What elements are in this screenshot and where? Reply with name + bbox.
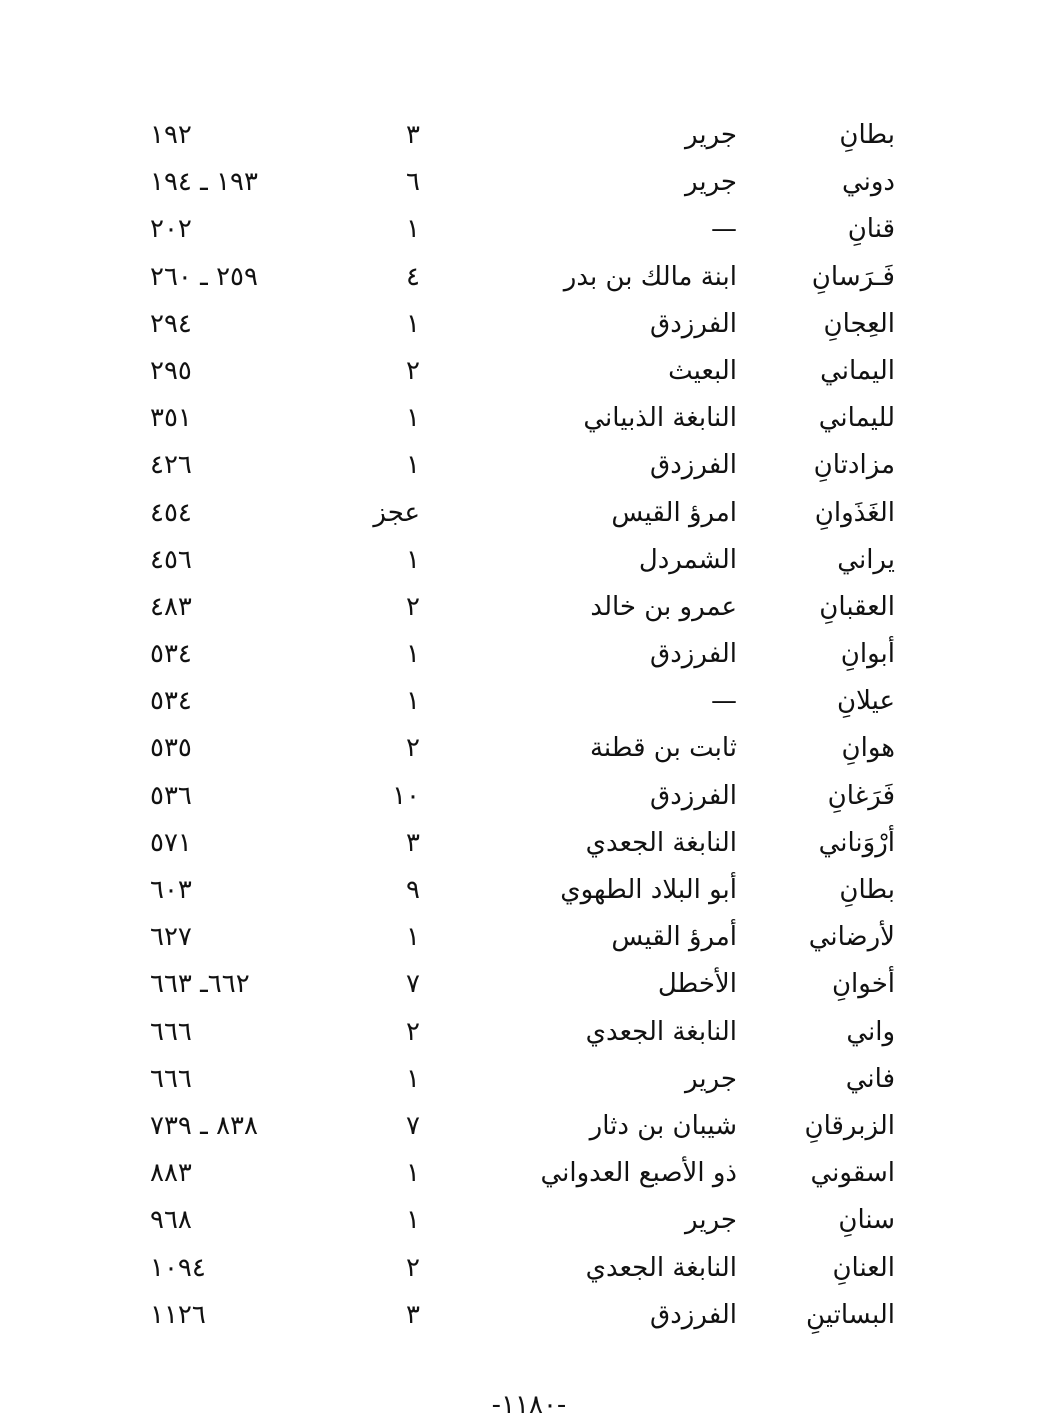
page-reference: ٥٧١ [150, 827, 192, 858]
page-reference: ٥٣٦ [150, 780, 192, 811]
rhyme-word: أبوانِ [840, 639, 895, 670]
page-reference: ٤٢٦ [150, 450, 192, 481]
poet-name: امرؤ القيس [611, 497, 737, 528]
rhyme-word: فَـرَسانِ [811, 261, 895, 292]
rhyme-word: الغَذَوانِ [814, 497, 895, 528]
verse-count: ٧ [406, 1110, 420, 1141]
table-row [150, 1150, 895, 1197]
verse-count: ٢ [406, 1016, 420, 1047]
page-reference: ١٠٩٤ [150, 1252, 206, 1283]
table-row [150, 159, 895, 206]
rhyme-word: واني [846, 1016, 895, 1047]
rhyme-word: الزبرقانِ [804, 1110, 895, 1141]
page-reference: ٥٣٤ [150, 639, 192, 670]
poet-name: عمرو بن خالد [590, 591, 737, 622]
poet-name: الفرزدق [650, 639, 737, 670]
rhyme-word: العقبانِ [819, 591, 895, 622]
verse-count: ١ [406, 1063, 420, 1094]
poet-name: الفرزدق [650, 308, 737, 339]
rhyme-word: يراني [837, 544, 895, 575]
verse-count: ١ [406, 686, 420, 717]
table-row [150, 867, 895, 914]
page-reference: ٨٣٨ ـ ٧٣٩ [150, 1110, 258, 1141]
rhyme-word: بطانِ [839, 120, 895, 150]
poet-name: النابغة الذبياني [583, 403, 737, 434]
page-reference: ١٩٢ [150, 120, 192, 150]
rhyme-word: البساتينِ [806, 1299, 895, 1330]
page-reference: ٤٨٣ [150, 591, 192, 622]
table-row [150, 773, 895, 820]
page-reference: ٦٢٧ [150, 922, 192, 953]
verse-count: ١ [406, 1158, 420, 1189]
verse-count: ١٠ [392, 780, 420, 811]
page-reference: ٣٥١ [150, 403, 192, 434]
verse-count: ١ [406, 1205, 420, 1236]
page-reference: ٢٠٢ [150, 214, 192, 245]
rhyme-word: قنانِ [847, 214, 895, 245]
rhyme-word: هوانِ [841, 733, 895, 764]
poet-name: أبو البلاد الطهوي [560, 875, 737, 905]
table-row [150, 490, 895, 537]
poet-name: ثابت بن قطنة [589, 733, 737, 764]
verse-count: ٧ [406, 969, 420, 1000]
table-row [150, 442, 895, 489]
rhyme-word: أخوانِ [831, 969, 895, 1000]
page-reference: ٦٦٦ [150, 1063, 192, 1094]
poet-name: ذو الأصبع العدواني [540, 1158, 737, 1189]
table-row [150, 348, 895, 395]
verse-count: ٢ [406, 591, 420, 622]
table-row [150, 914, 895, 961]
poet-name: النابغة الجعدي [585, 1016, 737, 1047]
poet-name: شيبان بن دثار [589, 1110, 737, 1141]
page-reference: ٥٣٤ [150, 686, 192, 717]
page-reference: ٢٩٤ [150, 308, 192, 339]
table-row [150, 1009, 895, 1056]
page-reference: ٢٩٥ [150, 355, 192, 386]
verse-count: ٣ [406, 1299, 420, 1330]
table-row [150, 112, 895, 159]
verse-count: ١ [406, 308, 420, 339]
verse-count: ٣ [406, 120, 420, 150]
rhyme-word: أرْوَناني [818, 827, 895, 858]
poet-name: البعيث [668, 355, 737, 386]
poet-name: الفرزدق [650, 450, 737, 481]
table-row [150, 1292, 895, 1339]
table-row [150, 725, 895, 772]
poet-name: جرير [685, 167, 737, 198]
page-reference: ٢٥٩ ـ ٢٦٠ [150, 261, 258, 292]
poet-name: النابغة الجعدي [585, 827, 737, 858]
verse-count: ١ [406, 214, 420, 245]
page-reference: ٦٦٦ [150, 1016, 192, 1047]
table-row [150, 1103, 895, 1150]
page-reference: ٤٥٦ [150, 544, 192, 575]
table-row [150, 1197, 895, 1244]
page-reference: ١١٢٦ [150, 1299, 206, 1330]
poet-name: — [711, 214, 737, 245]
poet-name: جرير [685, 120, 737, 150]
verse-count: ٢ [406, 355, 420, 386]
verse-count: ٦ [406, 167, 420, 198]
page-reference: ٩٦٨ [150, 1205, 192, 1236]
poet-name: جرير [685, 1205, 737, 1236]
poet-name: جرير [685, 1063, 737, 1094]
table-row [150, 537, 895, 584]
page-reference: ٦٦٢ـ ٦٦٣ [150, 969, 250, 1000]
poet-name: ابنة مالك بن بدر [563, 261, 737, 292]
page-reference: ٦٠٣ [150, 875, 192, 905]
rhyme-index-table [150, 112, 895, 1339]
rhyme-word: اليماني [820, 355, 895, 386]
verse-count: ٩ [406, 875, 420, 905]
poet-name: الفرزدق [650, 1299, 737, 1330]
table-row [150, 678, 895, 725]
rhyme-word: لأرضاني [808, 922, 895, 953]
poet-name: النابغة الجعدي [585, 1252, 737, 1283]
rhyme-word: دوني [841, 167, 895, 198]
table-row [150, 820, 895, 867]
table-row [150, 631, 895, 678]
rhyme-word: فاني [845, 1063, 895, 1094]
verse-count: ١ [406, 403, 420, 434]
table-row [150, 301, 895, 348]
verse-count: ٢ [406, 733, 420, 764]
table-row [150, 254, 895, 301]
table-row [150, 206, 895, 253]
rhyme-word: سنانِ [838, 1205, 895, 1236]
rhyme-word: العِجانِ [823, 308, 895, 339]
page-reference: ٥٣٥ [150, 733, 192, 764]
rhyme-word: عيلانِ [837, 686, 895, 717]
rhyme-word: بطانِ [839, 875, 895, 905]
verse-count: ١ [406, 922, 420, 953]
poet-name: — [711, 686, 737, 717]
table-row [150, 1245, 895, 1292]
poet-name: الأخطل [657, 969, 737, 1000]
page-number: -١١٨٠- [491, 1390, 567, 1420]
rhyme-word: فَرَغانِ [827, 780, 895, 811]
rhyme-word: اسقوني [810, 1158, 895, 1189]
table-row [150, 961, 895, 1008]
verse-count: ٣ [406, 827, 420, 858]
rhyme-word: لليماني [818, 403, 895, 434]
rhyme-word: مزادتانِ [813, 450, 895, 481]
page-reference: ٨٨٣ [150, 1158, 192, 1189]
verse-count: ١ [406, 544, 420, 575]
page-reference: ١٩٣ ـ ١٩٤ [150, 167, 258, 198]
verse-count: ٢ [406, 1252, 420, 1283]
table-row [150, 584, 895, 631]
poet-name: الشمردل [638, 544, 737, 575]
verse-count: عجز [373, 497, 420, 528]
verse-count: ١ [406, 450, 420, 481]
verse-count: ٤ [406, 261, 420, 292]
table-row [150, 395, 895, 442]
rhyme-word: العنانِ [832, 1252, 895, 1283]
page-reference: ٤٥٤ [150, 497, 192, 528]
table-row [150, 1056, 895, 1103]
verse-count: ١ [406, 639, 420, 670]
poet-name: أمرؤ القيس [611, 922, 737, 953]
poet-name: الفرزدق [650, 780, 737, 811]
